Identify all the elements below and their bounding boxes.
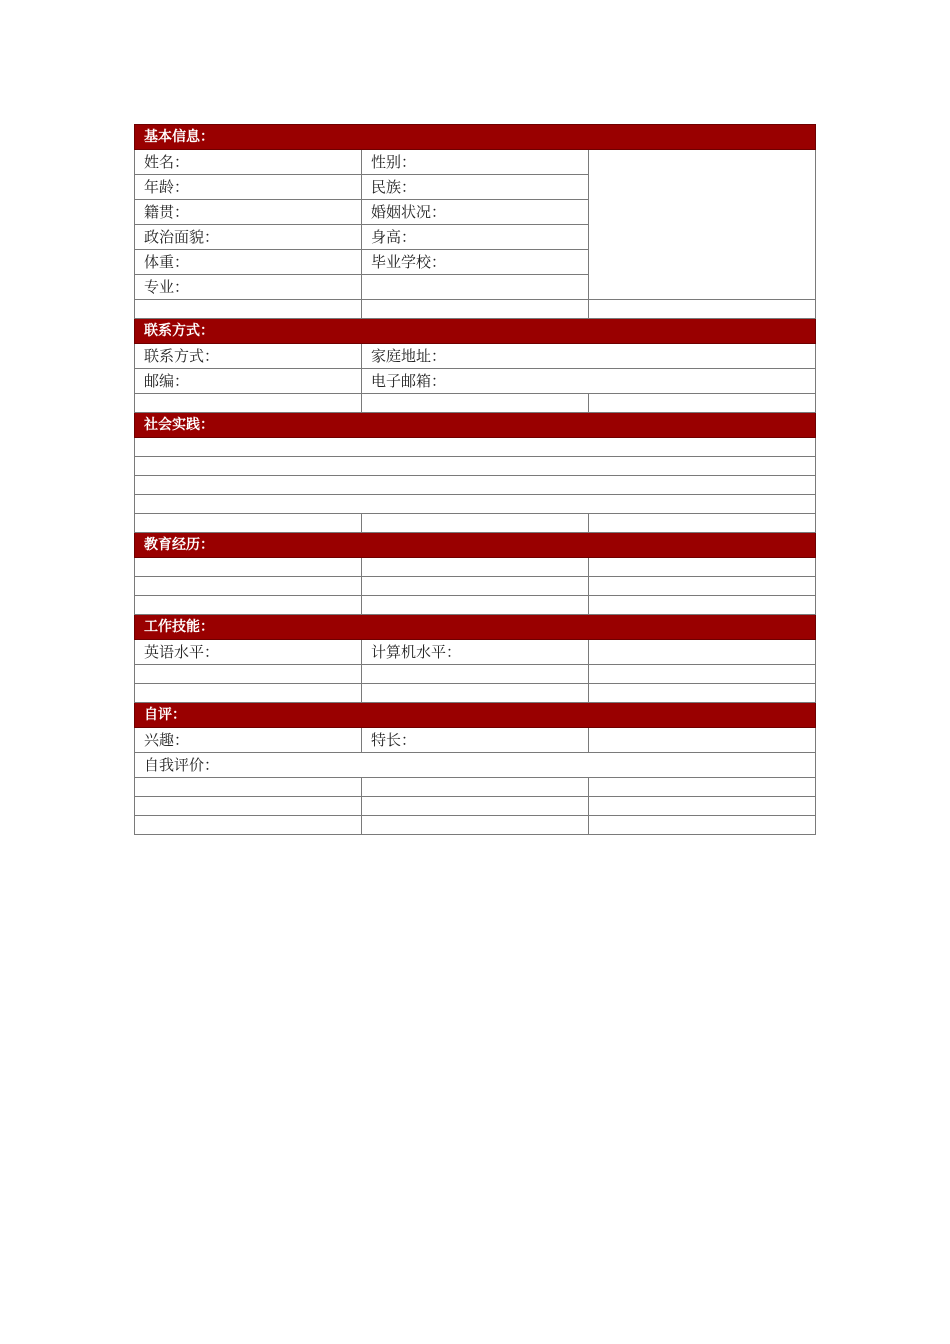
weight-field[interactable]: 体重： [135,250,362,275]
empty-cell[interactable] [362,300,589,319]
specialty-field[interactable]: 特长： [362,728,589,753]
email-field[interactable]: 电子邮箱： [362,369,816,394]
education-cell[interactable] [589,596,816,615]
practice-line[interactable] [135,476,816,495]
education-cell[interactable] [589,558,816,577]
empty-cell[interactable] [135,816,362,835]
major-field[interactable]: 专业： [135,275,362,300]
empty-cell[interactable] [589,300,816,319]
practice-line[interactable] [135,495,816,514]
ethnicity-field[interactable]: 民族： [362,175,589,200]
empty-cell[interactable] [589,665,816,684]
practice-line[interactable] [135,438,816,457]
empty-cell[interactable] [362,514,589,533]
empty-cell[interactable] [589,816,816,835]
section-header-social-practice: 社会实践： [135,413,816,438]
empty-cell[interactable] [135,394,362,413]
empty-cell[interactable] [135,797,362,816]
political-status-field[interactable]: 政治面貌： [135,225,362,250]
empty-cell[interactable] [589,640,816,665]
marital-status-field[interactable]: 婚姻状况： [362,200,589,225]
computer-level-field[interactable]: 计算机水平： [362,640,589,665]
section-header-contact: 联系方式： [135,319,816,344]
section-header-basic-info: 基本信息： [135,125,816,150]
school-field[interactable]: 毕业学校： [362,250,589,275]
name-field[interactable]: 姓名： [135,150,362,175]
resume-table [134,124,816,835]
english-level-field[interactable]: 英语水平： [135,640,362,665]
postcode-field[interactable]: 邮编： [135,369,362,394]
empty-cell[interactable] [589,394,816,413]
education-cell[interactable] [589,577,816,596]
empty-cell[interactable] [135,665,362,684]
section-header-skills: 工作技能： [135,615,816,640]
section-header-self-evaluation: 自评： [135,703,816,728]
contact-phone-field[interactable]: 联系方式： [135,344,362,369]
photo-area[interactable] [589,150,816,300]
empty-cell[interactable] [589,514,816,533]
education-cell[interactable] [362,596,589,615]
education-cell[interactable] [135,596,362,615]
empty-cell[interactable] [589,728,816,753]
empty-cell[interactable] [589,778,816,797]
empty-cell[interactable] [362,394,589,413]
empty-cell[interactable] [362,665,589,684]
empty-cell[interactable] [362,797,589,816]
empty-cell[interactable] [135,300,362,319]
education-cell[interactable] [362,558,589,577]
hometown-field[interactable]: 籍贯： [135,200,362,225]
section-header-education: 教育经历： [135,533,816,558]
practice-line[interactable] [135,457,816,476]
empty-cell[interactable] [362,778,589,797]
gender-field[interactable]: 性别： [362,150,589,175]
height-field[interactable]: 身高： [362,225,589,250]
empty-cell[interactable] [135,778,362,797]
home-address-field[interactable]: 家庭地址： [362,344,816,369]
self-evaluation-field[interactable]: 自我评价： [135,753,816,778]
empty-cell[interactable] [362,816,589,835]
empty-cell[interactable] [135,514,362,533]
empty-cell[interactable] [135,684,362,703]
education-cell[interactable] [362,577,589,596]
education-cell[interactable] [135,577,362,596]
empty-cell[interactable] [362,275,589,300]
empty-cell[interactable] [362,684,589,703]
age-field[interactable]: 年龄： [135,175,362,200]
empty-cell[interactable] [589,684,816,703]
education-cell[interactable] [135,558,362,577]
hobby-field[interactable]: 兴趣： [135,728,362,753]
empty-cell[interactable] [589,797,816,816]
